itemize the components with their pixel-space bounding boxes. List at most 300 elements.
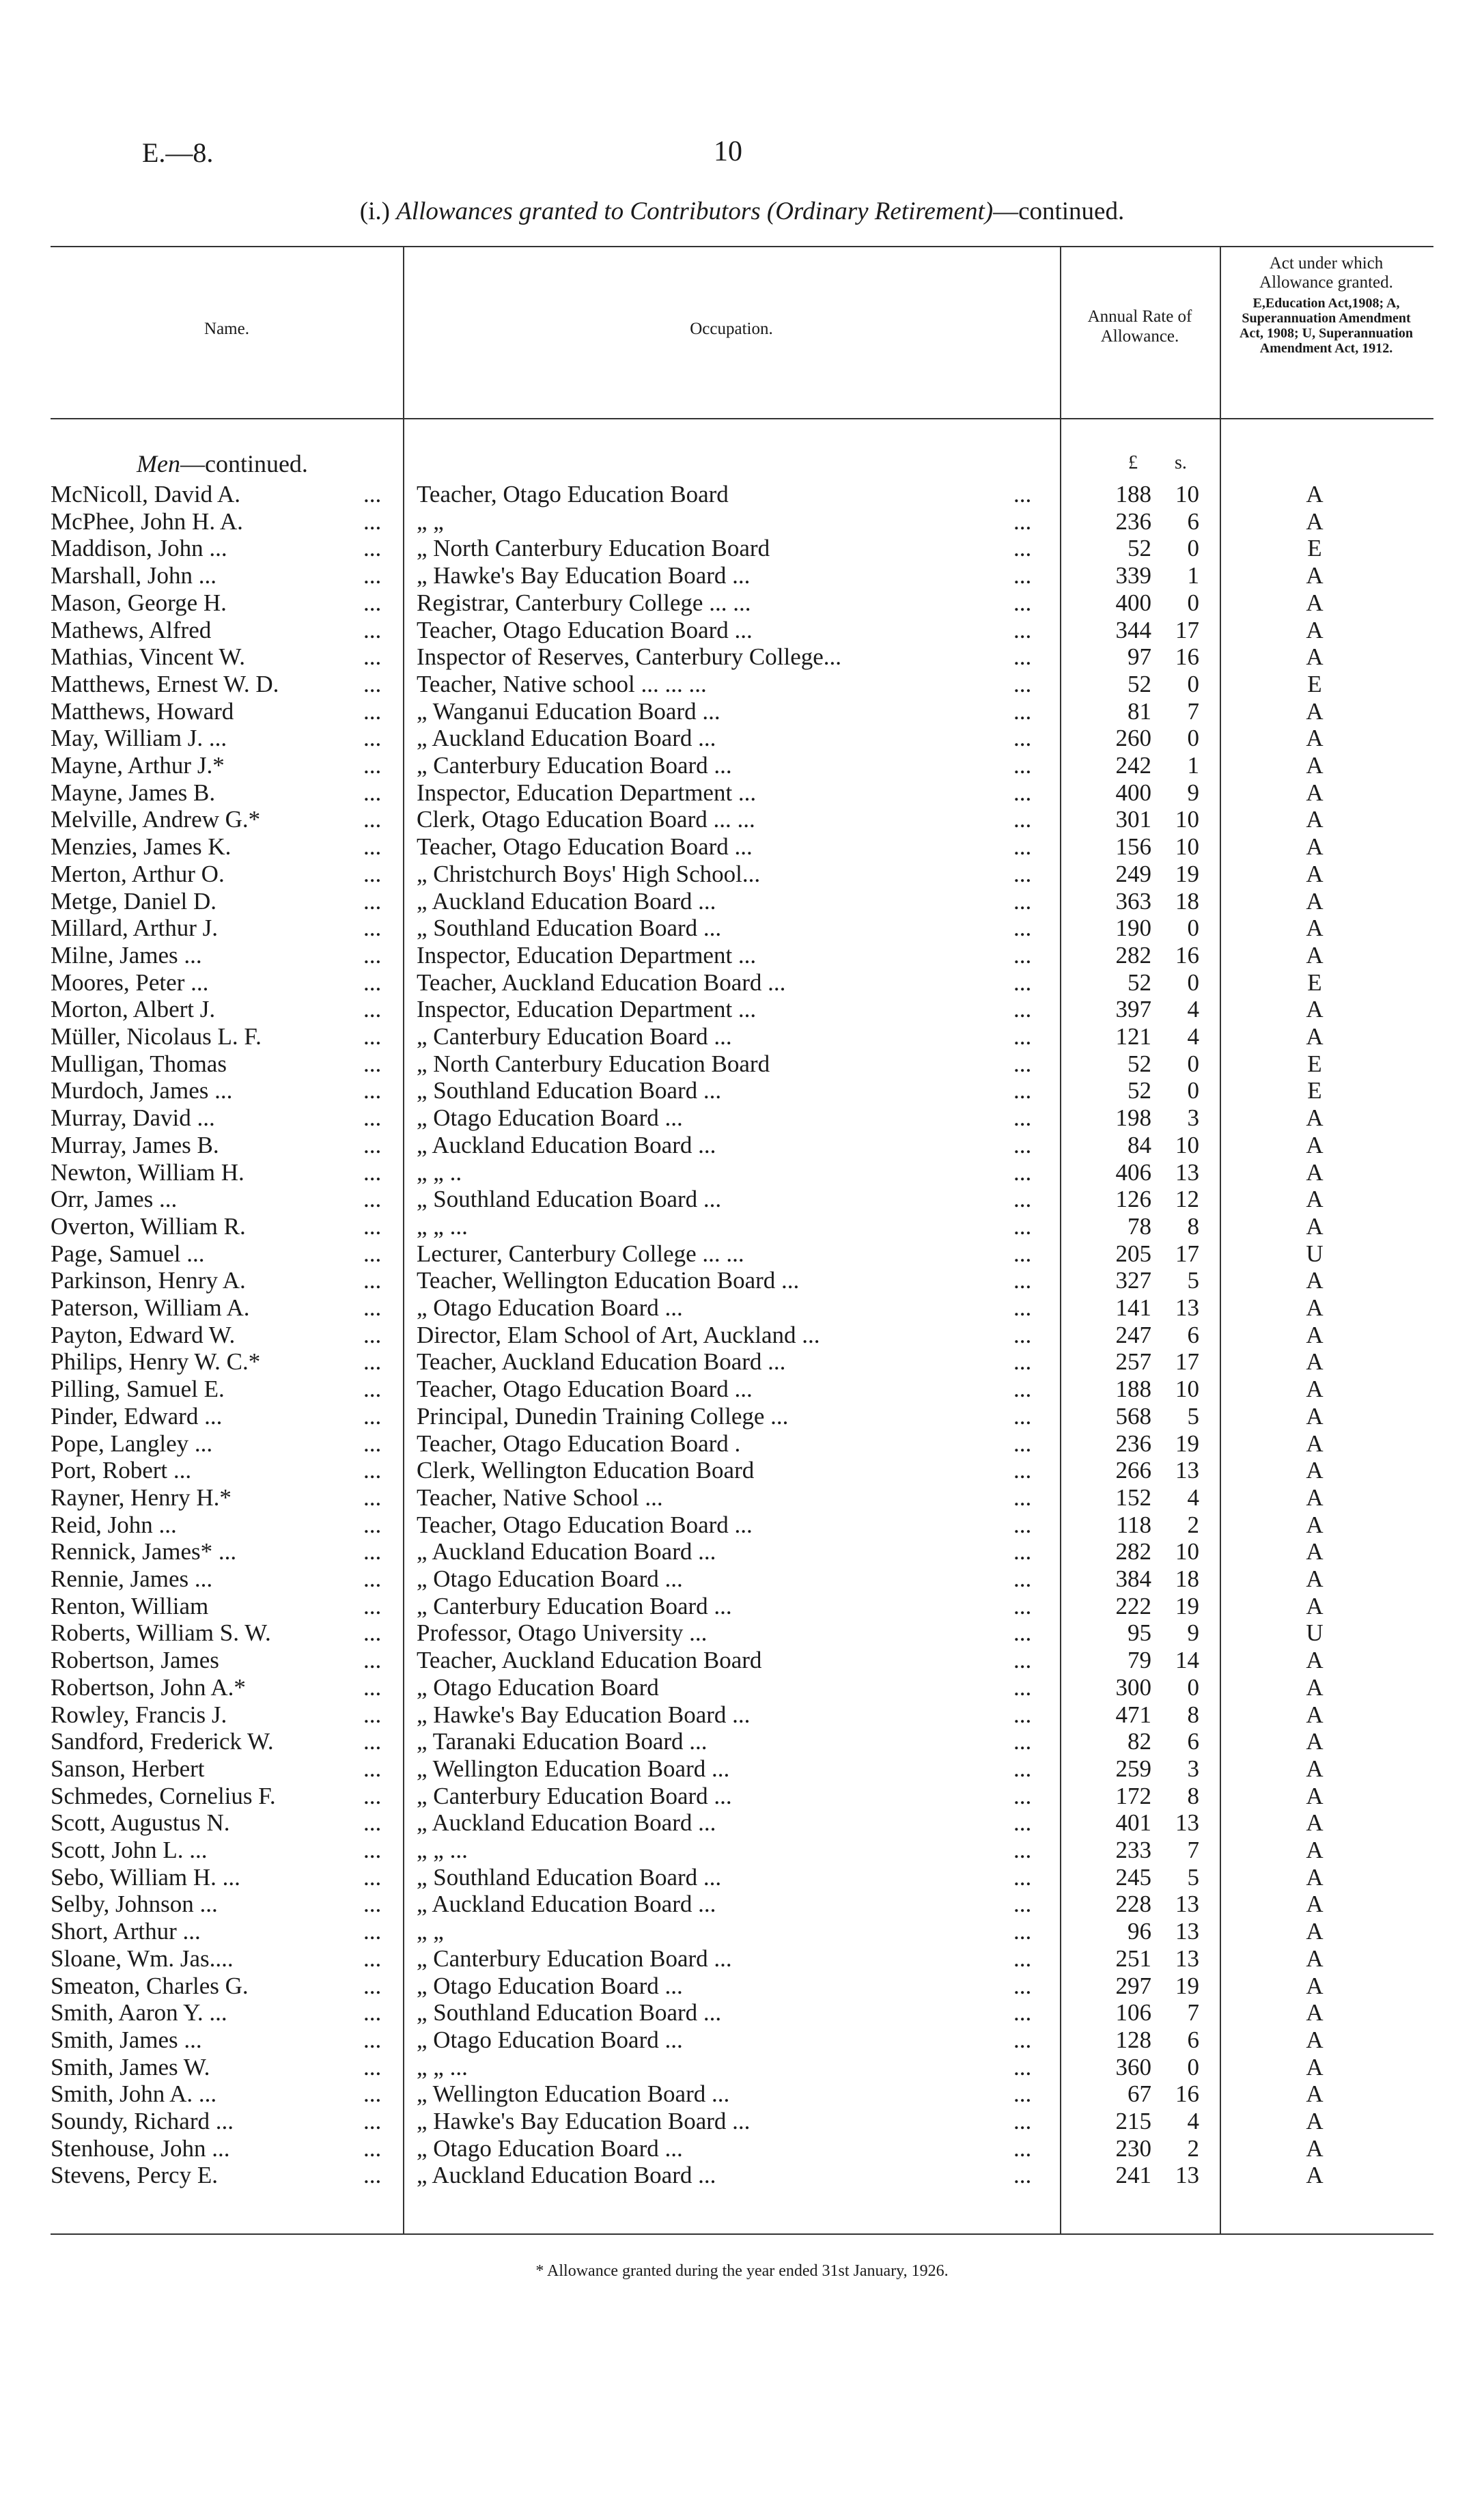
table-row — [0, 1430, 1484, 1458]
row-act: U — [1306, 1240, 1324, 1267]
leader-dots: ... — [363, 643, 382, 671]
row-act: E — [1307, 1050, 1322, 1077]
row-name: Selby, Johnson ... — [51, 1891, 218, 1918]
row-shillings: 6 — [1187, 1728, 1199, 1755]
row-pounds: 397 — [1115, 996, 1151, 1023]
row-name: Smith, Aaron Y. ... — [51, 1999, 227, 2027]
row-act: A — [1306, 1023, 1324, 1050]
table-row — [0, 1322, 1484, 1349]
row-occupation: „ Southland Education Board ... — [417, 1186, 722, 1213]
section-label — [137, 449, 308, 478]
row-pounds: 400 — [1115, 779, 1151, 806]
row-occupation: „ Auckland Education Board ... — [417, 2162, 716, 2189]
leader-dots: ... — [1013, 969, 1032, 996]
row-pounds: 82 — [1128, 1728, 1151, 1755]
title-prefix: (i.) — [359, 197, 390, 225]
leader-dots: ... — [1013, 1891, 1032, 1918]
row-occupation: „ Otago Education Board ... — [417, 1565, 683, 1592]
row-act: A — [1306, 562, 1324, 589]
table-row — [0, 2108, 1484, 2135]
row-name: Müller, Nicolaus L. F. — [51, 1023, 262, 1050]
row-pounds: 241 — [1115, 2162, 1151, 2189]
table-row — [0, 861, 1484, 888]
row-pounds: 78 — [1128, 1212, 1151, 1240]
table-row — [0, 806, 1484, 833]
row-name: Millard, Arthur J. — [51, 915, 218, 942]
row-occupation: „ North Canterbury Education Board — [417, 1050, 770, 1077]
row-pounds: 282 — [1115, 1538, 1151, 1565]
row-act: A — [1306, 779, 1324, 806]
leader-dots: ... — [1013, 2162, 1032, 2189]
row-act: A — [1306, 2108, 1324, 2134]
row-pounds: 242 — [1115, 752, 1151, 779]
row-name: Merton, Arthur O. — [51, 860, 225, 887]
section-label-suffix: —continued. — [180, 450, 308, 477]
leader-dots: ... — [1013, 589, 1032, 616]
row-act: A — [1306, 1999, 1324, 2027]
leader-dots: ... — [363, 1158, 382, 1186]
row-shillings: 0 — [1187, 2053, 1199, 2080]
row-shillings: 8 — [1187, 1782, 1199, 1809]
row-shillings: 9 — [1187, 1619, 1199, 1647]
row-shillings: 19 — [1175, 1972, 1199, 1999]
row-shillings: 14 — [1175, 1647, 1199, 1674]
leader-dots: ... — [363, 1999, 382, 2027]
row-shillings: 0 — [1187, 725, 1199, 752]
row-occupation: „ „ .. — [417, 1158, 462, 1186]
row-pounds: 52 — [1128, 969, 1151, 996]
leader-dots: ... — [363, 1131, 382, 1158]
row-name: Roberts, William S. W. — [51, 1619, 271, 1647]
row-pounds: 339 — [1115, 562, 1151, 589]
table-row — [0, 1783, 1484, 1810]
table-row — [0, 915, 1484, 942]
row-occupation: Registrar, Canterbury College ... ... — [417, 589, 751, 616]
row-pounds: 247 — [1115, 1321, 1151, 1348]
row-occupation: Clerk, Otago Education Board ... ... — [417, 806, 755, 833]
row-name: Philips, Henry W. C.* — [51, 1348, 261, 1376]
row-name: Maddison, John ... — [51, 535, 227, 562]
row-shillings: 10 — [1175, 1538, 1199, 1565]
row-pounds: 84 — [1128, 1131, 1151, 1158]
table-row — [0, 535, 1484, 562]
table-row — [0, 969, 1484, 997]
row-shillings: 0 — [1187, 969, 1199, 996]
row-occupation: „ Canterbury Education Board ... — [417, 1945, 732, 1972]
row-occupation: „ Otago Education Board ... — [417, 1294, 683, 1321]
row-act: A — [1306, 2026, 1324, 2053]
row-pounds: 249 — [1115, 860, 1151, 887]
row-act: A — [1306, 1457, 1324, 1484]
row-shillings: 3 — [1187, 1104, 1199, 1132]
row-name: Sanson, Herbert — [51, 1755, 205, 1782]
row-act: A — [1306, 860, 1324, 887]
leader-dots: ... — [363, 1565, 382, 1592]
row-occupation: „ Otago Education Board — [417, 1673, 659, 1701]
table-row — [0, 1999, 1484, 2027]
leader-dots: ... — [1013, 643, 1032, 671]
row-occupation: „ Auckland Education Board ... — [417, 887, 716, 915]
leader-dots: ... — [1013, 616, 1032, 643]
table-row — [0, 1864, 1484, 1891]
row-shillings: 13 — [1175, 1809, 1199, 1837]
table-row — [0, 1267, 1484, 1294]
row-occupation: „ Otago Education Board ... — [417, 2134, 683, 2162]
row-shillings: 17 — [1175, 1240, 1199, 1267]
row-shillings: 5 — [1187, 1402, 1199, 1430]
row-occupation: „ „ ... — [417, 1837, 468, 1863]
row-act: A — [1306, 941, 1324, 969]
row-occupation: „ Auckland Education Board ... — [417, 1809, 716, 1837]
row-name: Moores, Peter ... — [51, 969, 209, 996]
row-shillings: 10 — [1175, 481, 1199, 507]
leader-dots: ... — [363, 1918, 382, 1945]
row-name: Newton, William H. — [51, 1158, 244, 1186]
leader-dots: ... — [363, 1673, 382, 1701]
leader-dots: ... — [1013, 779, 1032, 806]
row-shillings: 16 — [1175, 2080, 1199, 2108]
row-occupation: „ Otago Education Board ... — [417, 2026, 683, 2053]
row-name: Page, Samuel ... — [51, 1240, 205, 1267]
row-occupation: Lecturer, Canterbury College ... ... — [417, 1240, 744, 1267]
row-act: A — [1306, 1267, 1324, 1294]
table-row — [0, 1809, 1484, 1837]
leader-dots: ... — [363, 725, 382, 752]
table-row — [0, 1348, 1484, 1376]
leader-dots: ... — [1013, 1565, 1032, 1592]
row-occupation: Director, Elam School of Art, Auckland ... — [417, 1321, 820, 1348]
leader-dots: ... — [363, 1294, 382, 1321]
row-act: A — [1306, 1673, 1324, 1701]
row-name: Scott, John L. ... — [51, 1837, 208, 1863]
table-row — [0, 2162, 1484, 2189]
row-occupation: „ Auckland Education Board ... — [417, 1538, 716, 1565]
leader-dots: ... — [363, 1321, 382, 1348]
row-act: A — [1306, 752, 1324, 779]
title-italic: Allowances granted to Contributors (Ordinary Retirement) — [396, 197, 994, 225]
row-shillings: 5 — [1187, 1267, 1199, 1294]
row-occupation: „ Wellington Education Board ... — [417, 2080, 730, 2108]
row-name: Stenhouse, John ... — [51, 2134, 230, 2162]
leader-dots: ... — [1013, 887, 1032, 915]
row-shillings: 19 — [1175, 1592, 1199, 1619]
units-pounds: £ — [1128, 452, 1138, 473]
table-row — [0, 1023, 1484, 1050]
row-act: A — [1306, 1592, 1324, 1619]
leader-dots: ... — [1013, 941, 1032, 969]
row-occupation: Teacher, Otago Education Board ... — [417, 616, 753, 643]
column-header-act — [1224, 254, 1429, 356]
row-act: A — [1306, 1647, 1324, 1674]
row-pounds: 230 — [1115, 2134, 1151, 2162]
row-name: Pinder, Edward ... — [51, 1402, 223, 1430]
row-occupation: „ Auckland Education Board ... — [417, 725, 716, 752]
row-name: Morton, Albert J. — [51, 996, 216, 1023]
row-pounds: 190 — [1115, 915, 1151, 942]
row-shillings: 10 — [1175, 833, 1199, 861]
leader-dots: ... — [363, 481, 382, 507]
leader-dots: ... — [363, 2026, 382, 2053]
row-name: Robertson, John A.* — [51, 1673, 246, 1701]
row-shillings: 19 — [1175, 1430, 1199, 1457]
row-name: Schmedes, Cornelius F. — [51, 1782, 276, 1809]
leader-dots: ... — [1013, 1511, 1032, 1538]
leader-dots: ... — [1013, 535, 1032, 562]
row-pounds: 360 — [1115, 2053, 1151, 2080]
row-pounds: 106 — [1115, 1999, 1151, 2027]
leader-dots: ... — [363, 779, 382, 806]
row-name: Renton, William — [51, 1592, 209, 1619]
leader-dots: ... — [1013, 1023, 1032, 1050]
row-name: Pilling, Samuel E. — [51, 1376, 225, 1403]
row-occupation: Teacher, Auckland Education Board ... — [417, 1348, 786, 1376]
row-shillings: 8 — [1187, 1701, 1199, 1728]
row-name: Stevens, Percy E. — [51, 2162, 218, 2189]
row-name: Port, Robert ... — [51, 1457, 192, 1484]
leader-dots: ... — [1013, 1267, 1032, 1294]
leader-dots: ... — [1013, 1212, 1032, 1240]
leader-dots: ... — [363, 2134, 382, 2162]
row-name: Murray, David ... — [51, 1104, 215, 1132]
table-row — [0, 1104, 1484, 1132]
table-row — [0, 752, 1484, 779]
leader-dots: ... — [363, 1077, 382, 1104]
leader-dots: ... — [363, 2053, 382, 2080]
row-pounds: 52 — [1128, 1050, 1151, 1077]
section-label-italic: Men — [137, 450, 180, 477]
leader-dots: ... — [363, 2080, 382, 2108]
row-act: A — [1306, 1972, 1324, 1999]
row-shillings: 13 — [1175, 1158, 1199, 1186]
leader-dots: ... — [1013, 1077, 1032, 1104]
leader-dots: ... — [363, 915, 382, 942]
row-occupation: „ Auckland Education Board ... — [417, 1891, 716, 1918]
row-act: A — [1306, 1294, 1324, 1321]
row-shillings: 10 — [1175, 806, 1199, 833]
row-occupation: „ Southland Education Board ... — [417, 1999, 722, 2027]
leader-dots: ... — [363, 1972, 382, 1999]
leader-dots: ... — [363, 1837, 382, 1863]
leader-dots: ... — [363, 887, 382, 915]
row-act: A — [1306, 2053, 1324, 2080]
table-row — [0, 1973, 1484, 2000]
row-pounds: 300 — [1115, 1673, 1151, 1701]
table-row — [0, 1484, 1484, 1512]
row-act: A — [1306, 1945, 1324, 1972]
leader-dots: ... — [363, 1376, 382, 1403]
leader-dots: ... — [1013, 1348, 1032, 1376]
leader-dots: ... — [363, 562, 382, 589]
row-shillings: 12 — [1175, 1186, 1199, 1213]
row-name: Scott, Augustus N. — [51, 1809, 230, 1837]
row-act: A — [1306, 1728, 1324, 1755]
row-name: Soundy, Richard ... — [51, 2108, 234, 2134]
row-act: A — [1306, 1348, 1324, 1376]
table-row — [0, 1077, 1484, 1104]
title-suffix: —continued. — [993, 197, 1125, 225]
leader-dots: ... — [363, 1212, 382, 1240]
row-act: A — [1306, 1891, 1324, 1918]
row-occupation: „ Hawke's Bay Education Board ... — [417, 1701, 751, 1728]
leader-dots: ... — [1013, 860, 1032, 887]
row-occupation: „ Southland Education Board ... — [417, 915, 722, 942]
act-header-line2: Allowance granted. — [1259, 273, 1393, 292]
leader-dots: ... — [1013, 1457, 1032, 1484]
row-name: Overton, William R. — [51, 1212, 246, 1240]
table-row — [0, 1538, 1484, 1565]
row-act: A — [1306, 1376, 1324, 1403]
row-occupation: Teacher, Otago Education Board — [417, 481, 729, 507]
row-occupation: „ Southland Education Board ... — [417, 1863, 722, 1891]
row-shillings: 8 — [1187, 1212, 1199, 1240]
table-row — [0, 1050, 1484, 1078]
row-pounds: 156 — [1115, 833, 1151, 861]
table-row — [0, 481, 1484, 508]
row-pounds: 327 — [1115, 1267, 1151, 1294]
row-shillings: 0 — [1187, 1673, 1199, 1701]
row-shillings: 19 — [1175, 860, 1199, 887]
document-reference: E.—8. — [142, 137, 214, 168]
leader-dots: ... — [363, 1484, 382, 1511]
table-row — [0, 617, 1484, 644]
row-act: E — [1307, 535, 1322, 562]
leader-dots: ... — [1013, 1782, 1032, 1809]
table-row — [0, 888, 1484, 915]
row-occupation: Inspector of Reserves, Canterbury College... — [417, 643, 842, 671]
row-pounds: 52 — [1128, 535, 1151, 562]
row-pounds: 233 — [1115, 1837, 1151, 1863]
row-act: A — [1306, 1158, 1324, 1186]
row-name: Sandford, Frederick W. — [51, 1728, 274, 1755]
row-pounds: 96 — [1128, 1918, 1151, 1945]
leader-dots: ... — [1013, 806, 1032, 833]
row-name: McPhee, John H. A. — [51, 507, 243, 535]
table-row — [0, 1647, 1484, 1674]
row-act: A — [1306, 1755, 1324, 1782]
row-act: A — [1306, 481, 1324, 507]
row-act: E — [1307, 670, 1322, 697]
leader-dots: ... — [1013, 1104, 1032, 1132]
row-name: Smith, James W. — [51, 2053, 210, 2080]
row-pounds: 228 — [1115, 1891, 1151, 1918]
row-pounds: 251 — [1115, 1945, 1151, 1972]
row-shillings: 1 — [1187, 562, 1199, 589]
row-occupation: Teacher, Otago Education Board . — [417, 1430, 741, 1457]
leader-dots: ... — [363, 1430, 382, 1457]
row-act: A — [1306, 1565, 1324, 1592]
row-pounds: 121 — [1115, 1023, 1151, 1050]
leader-dots: ... — [1013, 1321, 1032, 1348]
row-shillings: 17 — [1175, 616, 1199, 643]
leader-dots: ... — [363, 1945, 382, 1972]
row-occupation: Teacher, Otago Education Board ... — [417, 1511, 753, 1538]
row-occupation: Inspector, Education Department ... — [417, 996, 757, 1023]
row-shillings: 4 — [1187, 1023, 1199, 1050]
row-act: A — [1306, 2134, 1324, 2162]
row-act: A — [1306, 1321, 1324, 1348]
table-row — [0, 1457, 1484, 1484]
leader-dots: ... — [1013, 507, 1032, 535]
leader-dots: ... — [1013, 2080, 1032, 2108]
leader-dots: ... — [1013, 996, 1032, 1023]
row-name: Mathias, Vincent W. — [51, 643, 246, 671]
table-row — [0, 1512, 1484, 1539]
leader-dots: ... — [363, 941, 382, 969]
row-shillings: 13 — [1175, 1294, 1199, 1321]
leader-dots: ... — [1013, 1050, 1032, 1077]
leader-dots: ... — [363, 1809, 382, 1837]
row-occupation: Clerk, Wellington Education Board — [417, 1457, 755, 1484]
row-pounds: 198 — [1115, 1104, 1151, 1132]
row-act: A — [1306, 1104, 1324, 1132]
row-act: A — [1306, 1402, 1324, 1430]
row-name: Mulligan, Thomas — [51, 1050, 227, 1077]
leader-dots: ... — [363, 833, 382, 861]
leader-dots: ... — [363, 1592, 382, 1619]
table-row — [0, 1132, 1484, 1159]
table-row — [0, 562, 1484, 589]
row-occupation: Inspector, Education Department ... — [417, 941, 757, 969]
table-row — [0, 2135, 1484, 2162]
row-shillings: 0 — [1187, 1050, 1199, 1077]
leader-dots: ... — [363, 1755, 382, 1782]
row-act: A — [1306, 887, 1324, 915]
row-act: A — [1306, 915, 1324, 942]
leader-dots: ... — [363, 1511, 382, 1538]
table-row — [0, 1755, 1484, 1783]
row-pounds: 81 — [1128, 697, 1151, 725]
row-pounds: 67 — [1128, 2080, 1151, 2108]
row-name: Payton, Edward W. — [51, 1321, 236, 1348]
row-pounds: 257 — [1115, 1348, 1151, 1376]
row-name: Rayner, Henry H.* — [51, 1484, 232, 1511]
row-name: Short, Arthur ... — [51, 1918, 201, 1945]
leader-dots: ... — [363, 2108, 382, 2134]
leader-dots: ... — [363, 1782, 382, 1809]
header-bottom-rule — [51, 418, 1433, 419]
row-pounds: 97 — [1128, 643, 1151, 671]
row-act: E — [1307, 1077, 1322, 1104]
row-name: Rennick, James* ... — [51, 1538, 237, 1565]
leader-dots: ... — [1013, 1728, 1032, 1755]
row-name: Melville, Andrew G.* — [51, 806, 261, 833]
leader-dots: ... — [1013, 1863, 1032, 1891]
leader-dots: ... — [1013, 1755, 1032, 1782]
row-shillings: 4 — [1187, 2108, 1199, 2134]
leader-dots: ... — [1013, 1673, 1032, 1701]
row-act: A — [1306, 1863, 1324, 1891]
row-pounds: 95 — [1128, 1619, 1151, 1647]
table-row — [0, 1593, 1484, 1620]
column-header-rate — [1060, 307, 1220, 347]
row-pounds: 344 — [1115, 616, 1151, 643]
row-name: McNicoll, David A. — [51, 481, 241, 507]
row-name: Pope, Langley ... — [51, 1430, 213, 1457]
table-row — [0, 1619, 1484, 1647]
row-act: A — [1306, 1511, 1324, 1538]
table-row — [0, 2080, 1484, 2108]
row-name: Reid, John ... — [51, 1511, 177, 1538]
row-occupation: „ Wellington Education Board ... — [417, 1755, 730, 1782]
table-row — [0, 1403, 1484, 1430]
row-occupation: „ Canterbury Education Board ... — [417, 1782, 732, 1809]
table-row — [0, 725, 1484, 752]
row-pounds: 188 — [1115, 1376, 1151, 1403]
leader-dots: ... — [1013, 1619, 1032, 1647]
row-name: Smeaton, Charles G. — [51, 1972, 249, 1999]
leader-dots: ... — [1013, 725, 1032, 752]
leader-dots: ... — [363, 616, 382, 643]
